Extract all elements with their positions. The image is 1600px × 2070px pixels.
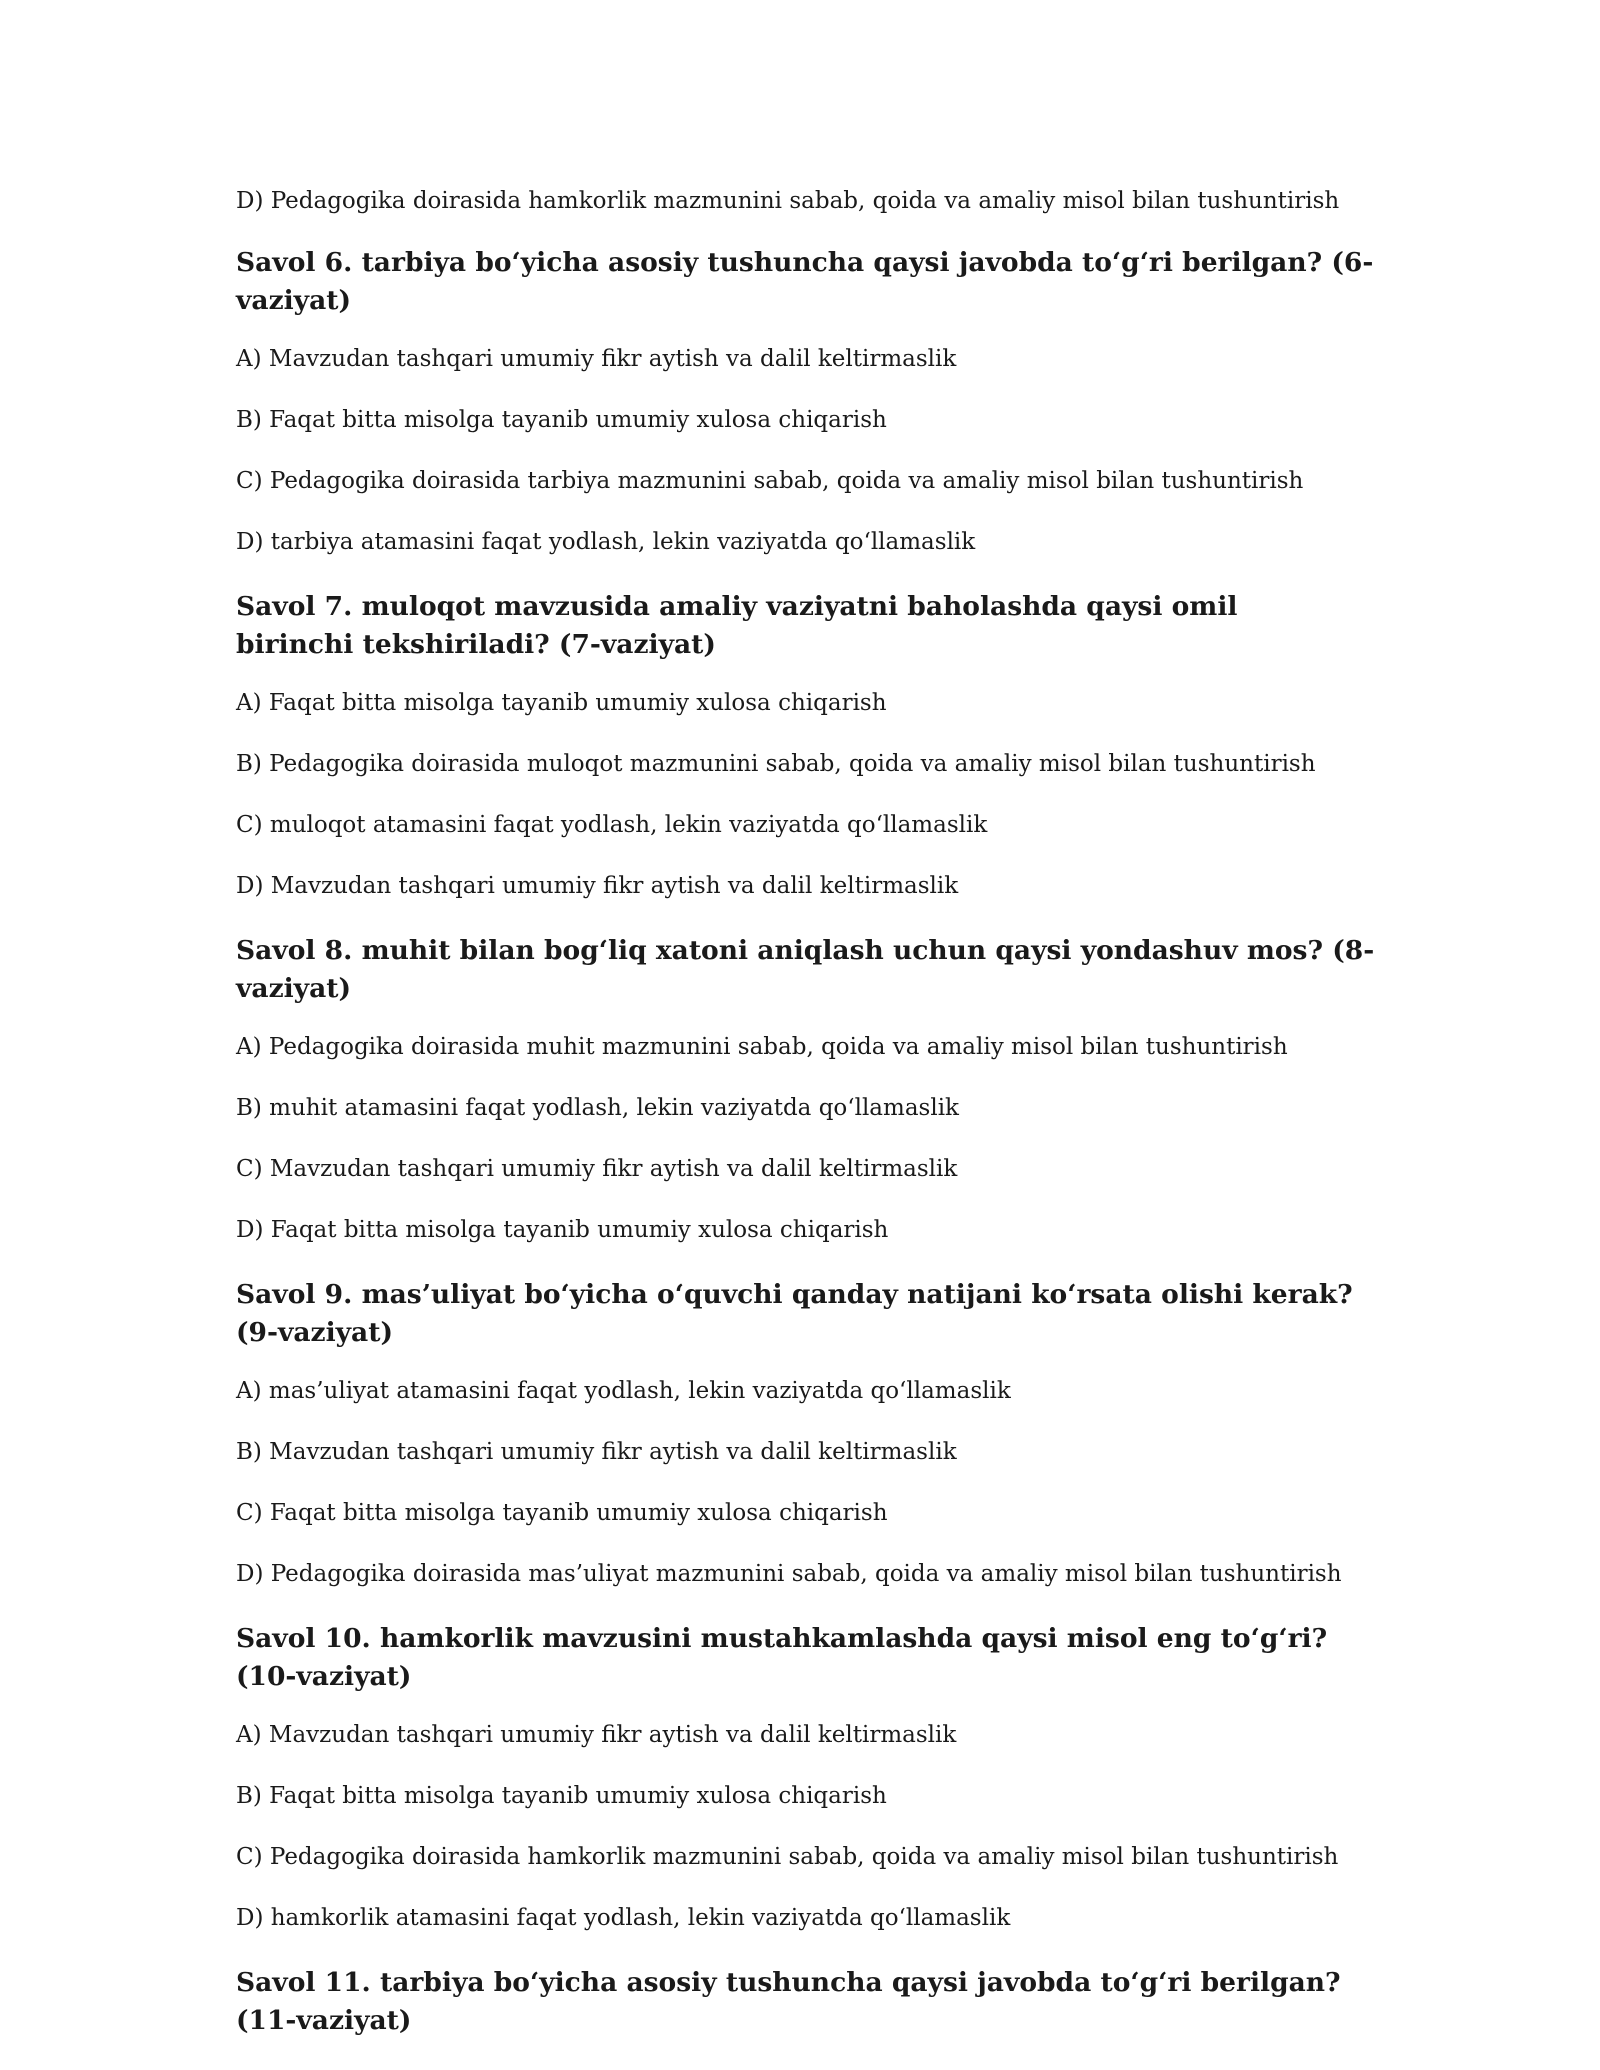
question-block-7 [236,588,1386,901]
answer-option-b: B) Mavzudan tashqari umumiy fikr aytish va dalil keltirmaslik [236,1439,957,1465]
question-title: Savol 6. tarbiya bo‘yicha asosiy tushuncha qaysi javobda to‘g‘ri berilgan? (6-vaziyat) [236,247,1374,316]
question-block-9 [236,1276,1386,1589]
question-block-11 [236,1964,1386,2040]
question-title: Savol 7. muloqot mavzusida amaliy vaziyatni baholashda qaysi omil birinchi tekshiriladi? (7-vaziyat) [236,591,1238,660]
question-block-10 [236,1620,1386,1933]
answer-option-c: C) Pedagogika doirasida tarbiya mazmunini sabab, qoida va amaliy misol bilan tushuntirish [236,468,1304,494]
answer-option-a: A) Mavzudan tashqari umumiy fikr aytish va dalil keltirmaslik [236,346,957,372]
question-block-6 [236,244,1386,557]
answer-option-a: A) mas’uliyat atamasini faqat yodlash, lekin vaziyatda qo‘llamaslik [236,1378,1011,1404]
answer-option-c: C) muloqot atamasini faqat yodlash, lekin vaziyatda qo‘llamaslik [236,812,988,838]
answer-option-c: C) Faqat bitta misolga tayanib umumiy xulosa chiqarish [236,1500,888,1526]
answer-option-d: D) hamkorlik atamasini faqat yodlash, lekin vaziyatda qo‘llamaslik [236,1905,1011,1931]
answer-option-c: C) Pedagogika doirasida hamkorlik mazmunini sabab, qoida va amaliy misol bilan tushuntirish [236,1844,1339,1870]
question-title: Savol 11. tarbiya bo‘yicha asosiy tushuncha qaysi javobda to‘g‘ri berilgan? (11-vaziyat) [236,1967,1341,2036]
question-title: Savol 8. muhit bilan bog‘liq xatoni aniqlash uchun qaysi yondashuv mos? (8-vaziyat) [236,935,1375,1004]
question-title: Savol 10. hamkorlik mavzusini mustahkamlashda qaysi misol eng to‘g‘ri? (10-vaziyat) [236,1623,1328,1692]
question-block-8 [236,932,1386,1245]
answer-option-b: B) muhit atamasini faqat yodlash, lekin vaziyatda qo‘llamaslik [236,1095,959,1121]
answer-option-b: B) Pedagogika doirasida muloqot mazmunini sabab, qoida va amaliy misol bilan tushuntirish [236,751,1316,777]
answer-option-c: C) Mavzudan tashqari umumiy fikr aytish va dalil keltirmaslik [236,1156,958,1182]
answer-option-d: D) Mavzudan tashqari umumiy fikr aytish va dalil keltirmaslik [236,873,959,899]
answer-option-b: B) Faqat bitta misolga tayanib umumiy xulosa chiqarish [236,407,887,433]
answer-option-d: D) Pedagogika doirasida mas’uliyat mazmunini sabab, qoida va amaliy misol bilan tushuntirish [236,1561,1342,1587]
document-page [236,186,1386,2064]
answer-option-a: A) Mavzudan tashqari umumiy fikr aytish va dalil keltirmaslik [236,1722,957,1748]
answer-option-a: A) Pedagogika doirasida muhit mazmunini sabab, qoida va amaliy misol bilan tushuntirish [236,1034,1288,1060]
answer-option-a: A) Faqat bitta misolga tayanib umumiy xulosa chiqarish [236,690,887,716]
question-title: Savol 9. mas’uliyat bo‘yicha o‘quvchi qanday natijani ko‘rsata olishi kerak? (9-vaziyat) [236,1279,1353,1348]
answer-option-d: D) tarbiya atamasini faqat yodlash, lekin vaziyatda qo‘llamaslik [236,529,976,555]
answer-option: D) Pedagogika doirasida hamkorlik mazmunini sabab, qoida va amaliy misol bilan tushuntirish [236,188,1340,214]
answer-option-d: D) Faqat bitta misolga tayanib umumiy xulosa chiqarish [236,1217,889,1243]
answer-option-b: B) Faqat bitta misolga tayanib umumiy xulosa chiqarish [236,1783,887,1809]
